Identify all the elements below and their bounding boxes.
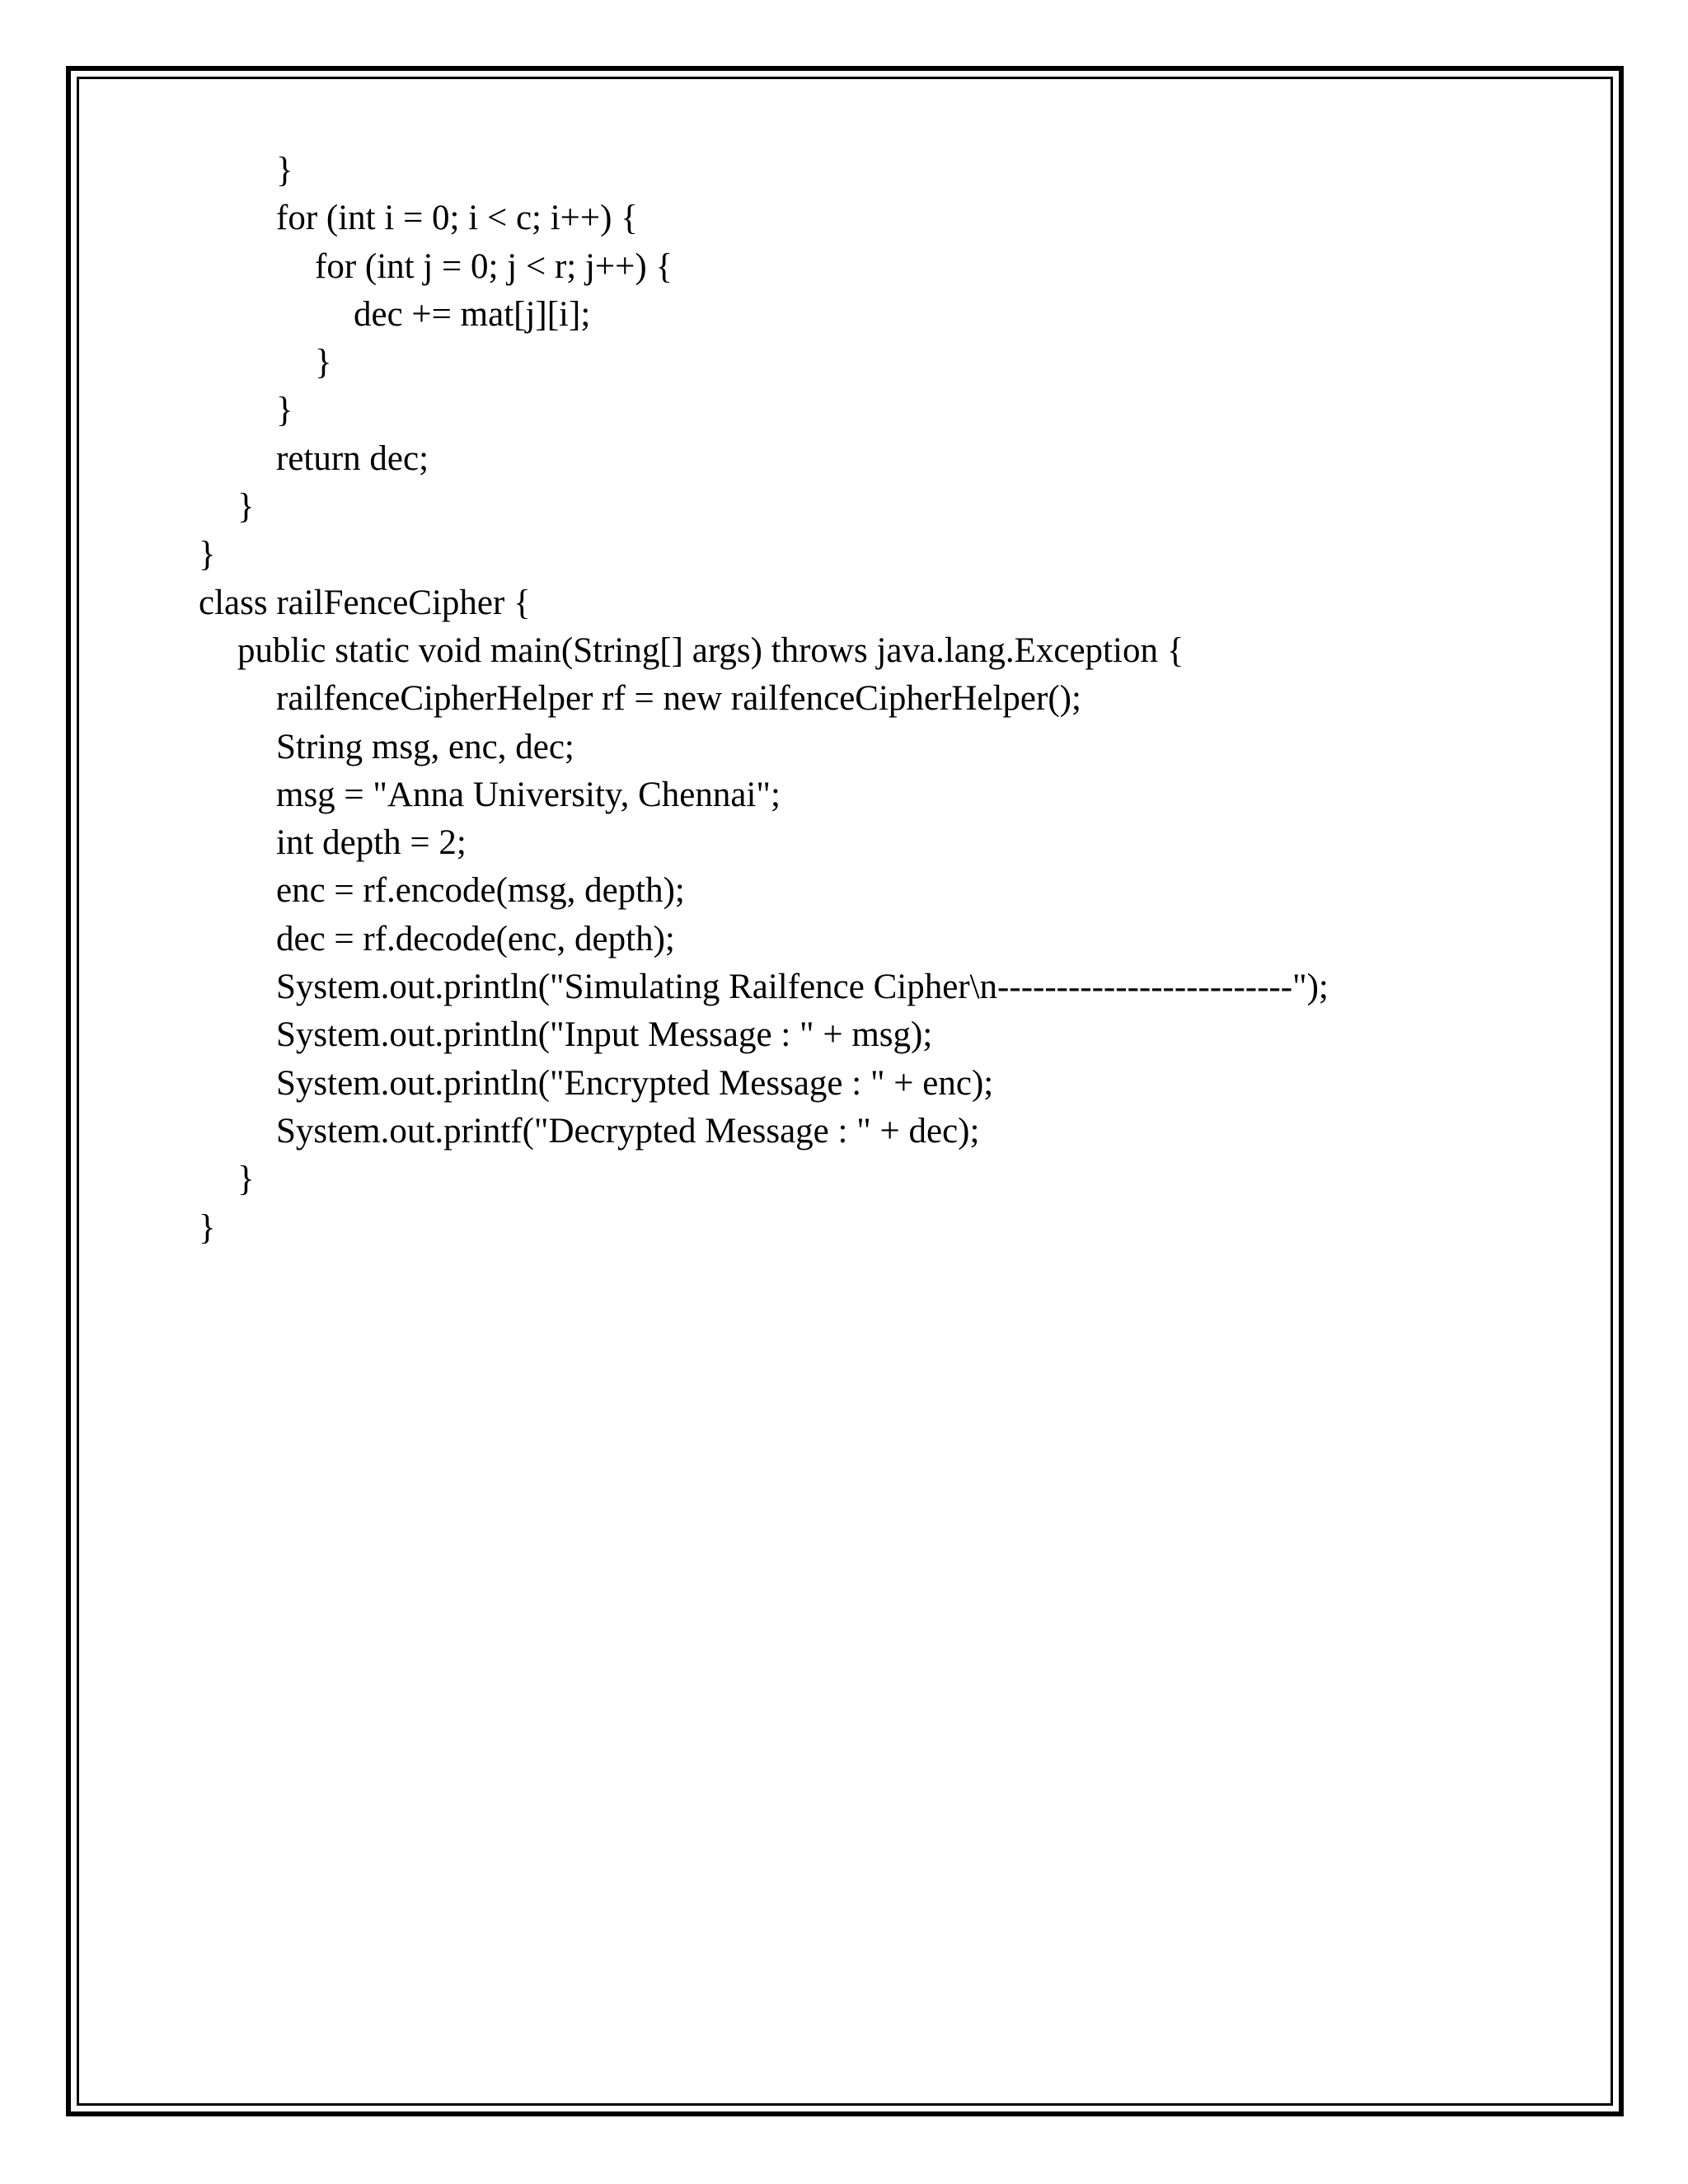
code-line: } xyxy=(199,1207,216,1247)
code-line: } xyxy=(237,1160,255,1199)
code-line: dec += mat[j][i]; xyxy=(354,294,591,334)
code-line: for (int j = 0; j < r; j++) { xyxy=(315,246,673,286)
code-line: for (int i = 0; i < c; i++) { xyxy=(276,199,638,238)
code-line: } xyxy=(276,151,293,190)
code-line: System.out.println("Simulating Railfence Cipher\n-------------------------"); xyxy=(276,968,1329,1007)
code-line: } xyxy=(237,487,255,527)
code-line: System.out.println("Encrypted Message : " + enc); xyxy=(276,1063,994,1103)
code-line: } xyxy=(199,535,216,574)
code-line: railfenceCipherHelper rf = new railfenceCipherHelper(); xyxy=(276,679,1081,719)
code-line: dec = rf.decode(enc, depth); xyxy=(276,919,675,958)
code-line: } xyxy=(276,391,293,430)
code-line: public static void main(String[] args) throws java.lang.Exception { xyxy=(237,630,1184,670)
code-line: } xyxy=(315,343,332,382)
code-line: return dec; xyxy=(276,438,429,478)
code-line: System.out.println("Input Message : " + msg); xyxy=(276,1015,933,1055)
code-line: int depth = 2; xyxy=(276,823,467,863)
code-listing xyxy=(199,147,1329,1252)
code-line: class railFenceCipher { xyxy=(199,583,531,622)
code-line: String msg, enc, dec; xyxy=(276,727,574,766)
code-line: msg = "Anna University, Chennai"; xyxy=(276,775,781,814)
code-line: System.out.printf("Decrypted Message : " + dec); xyxy=(276,1111,980,1151)
code-line: enc = rf.encode(msg, depth); xyxy=(276,871,685,911)
